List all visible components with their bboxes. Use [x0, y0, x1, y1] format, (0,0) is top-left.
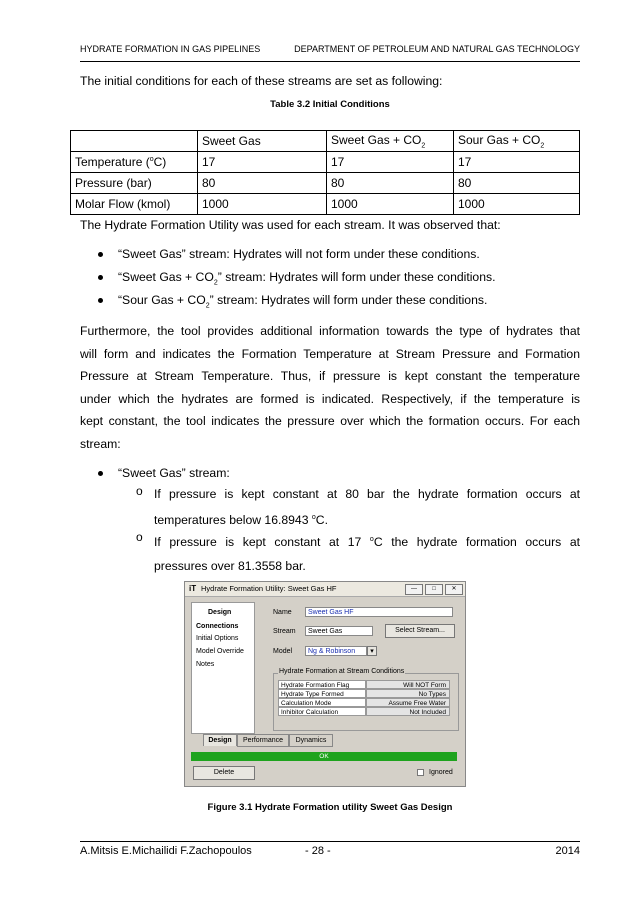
cell-value: 1000	[454, 194, 580, 215]
table-caption: Table 3.2 Initial Conditions	[270, 99, 390, 110]
bullet-dot	[97, 249, 105, 257]
header-rule	[80, 61, 580, 62]
stream-conditions-group	[273, 668, 459, 731]
status-bar-ok: OK	[191, 752, 457, 761]
figure-caption: Figure 3.1 Hydrate Formation utility Sweet Gas Design	[207, 802, 453, 813]
table-row	[71, 194, 580, 215]
list-item: Hydrate Formation Flag Will NOT Form	[278, 680, 450, 689]
sub-item: If pressure is kept constant at 17 $^o$C the hydrate formation occurs at pressures over 81.3558 bar.	[154, 535, 580, 574]
table-header-cell	[71, 131, 198, 152]
bullet-dot	[97, 295, 105, 303]
footer-authors: A.Mitsis E.Michailidi F.Zachopoulos	[80, 845, 252, 857]
ignored-checkbox[interactable]	[417, 769, 424, 776]
maximize-icon[interactable]: □	[425, 584, 443, 595]
intro-text: The initial conditions for each of these streams are set as following:	[80, 74, 443, 88]
table-header-cell: Sour Gas + $CO_2$	[454, 131, 580, 152]
table-row	[71, 152, 580, 173]
table-header-cell: Sweet Gas + $CO_2$	[327, 131, 454, 152]
cell-value: 80	[327, 173, 454, 194]
tab-dynamics[interactable]: Dynamics	[289, 734, 333, 747]
dialog-titlebar	[185, 582, 465, 597]
cell-value: 80	[198, 173, 327, 194]
sub-marker: o	[136, 484, 143, 498]
ignored-label: Ignored	[429, 769, 453, 776]
cell-value: 17	[454, 152, 580, 173]
sidebar-item-connections[interactable]: Connections	[196, 623, 239, 630]
app-icon: iT	[189, 584, 197, 593]
group-title: Hydrate Formation at Stream Conditions	[279, 668, 405, 675]
list-item: Inhibitor Calculation Not Included	[278, 707, 450, 716]
row-label: Pressure (bar)	[71, 173, 198, 194]
cell-value: 1000	[327, 194, 454, 215]
stream-label: Stream	[273, 628, 296, 635]
sidebar-title: Design	[208, 609, 232, 616]
hydrate-utility-dialog	[184, 581, 466, 787]
row-label: Molar Flow (kmol)	[71, 194, 198, 215]
name-input[interactable]: Sweet Gas HF	[305, 607, 453, 617]
list-item: Calculation Mode Assume Free Water	[278, 698, 450, 707]
dialog-title: Hydrate Formation Utility: Sweet Gas HF	[201, 584, 337, 593]
footer-year: 2014	[555, 845, 580, 857]
sub-marker: o	[136, 530, 143, 544]
delete-button[interactable]: Delete	[193, 766, 255, 780]
bullet-item: “Sweet Gas” stream: Hydrates will not form under these conditions.	[118, 247, 480, 261]
chevron-down-icon[interactable]: ▾	[367, 646, 377, 656]
sidebar-item-notes[interactable]: Notes	[196, 661, 215, 668]
sidebar-item-initial-options[interactable]: Initial Options	[196, 635, 239, 642]
header-right: DEPARTMENT OF PETROLEUM AND NATURAL GAS TECHNOLOGY	[294, 44, 580, 54]
bullet-dot	[97, 468, 105, 476]
row-label: Temperature ($^o$C)	[71, 152, 198, 173]
select-stream-button[interactable]: Select Stream...	[385, 624, 455, 638]
close-icon[interactable]: ✕	[445, 584, 463, 595]
table-header-cell: Sweet Gas	[198, 131, 327, 152]
cell-value: 17	[327, 152, 454, 173]
model-select[interactable]: Ng & Robinson	[305, 646, 367, 656]
minimize-icon[interactable]: —	[405, 584, 423, 595]
stream-bullet: “Sweet Gas” stream:	[118, 466, 230, 480]
sidebar-item-model-override[interactable]: Model Override	[196, 648, 244, 655]
tab-performance[interactable]: Performance	[237, 734, 289, 747]
page-number: - 28 -	[305, 845, 331, 857]
table-row	[71, 173, 580, 194]
bullet-item: “Sour Gas + $CO_2$” stream: Hydrates will form under these conditions.	[118, 293, 488, 310]
body-paragraph: Furthermore, the tool provides additional information towards the type of hydrates that will form and indicates the Formation Temperature at Stream Pressure and Formation Pressure at Stream Temperature. Thus, if pressure is kept constant the temperature under which the hydrates are formed is indicated. Respectively, if the temperature is kept constant, the tool indicates the pressure over which the formation occurs. For each stream:	[80, 324, 580, 451]
cell-value: 80	[454, 173, 580, 194]
cell-value: 17	[198, 152, 327, 173]
table-header-row	[71, 131, 580, 152]
header-left: HYDRATE FORMATION IN GAS PIPELINES	[80, 44, 261, 54]
sidebar	[191, 602, 255, 734]
bullet-dot	[97, 272, 105, 280]
stream-field[interactable]: Sweet Gas	[305, 626, 373, 636]
model-label: Model	[273, 648, 293, 655]
name-label: Name	[273, 609, 292, 616]
initial-conditions-table	[70, 130, 580, 215]
bullet-item: “Sweet Gas + $CO_2$” stream: Hydrates will form under these conditions.	[118, 270, 496, 287]
cell-value: 1000	[198, 194, 327, 215]
footer-rule	[80, 841, 580, 842]
observed-text: The Hydrate Formation Utility was used for each stream. It was observed that:	[80, 218, 501, 232]
list-item: Hydrate Type Formed No Types	[278, 689, 450, 698]
sub-item: If pressure is kept constant at 80 bar the hydrate formation occurs at temperatures below 16.8943 $^o$C.	[154, 487, 580, 528]
tab-design[interactable]: Design	[203, 734, 237, 746]
